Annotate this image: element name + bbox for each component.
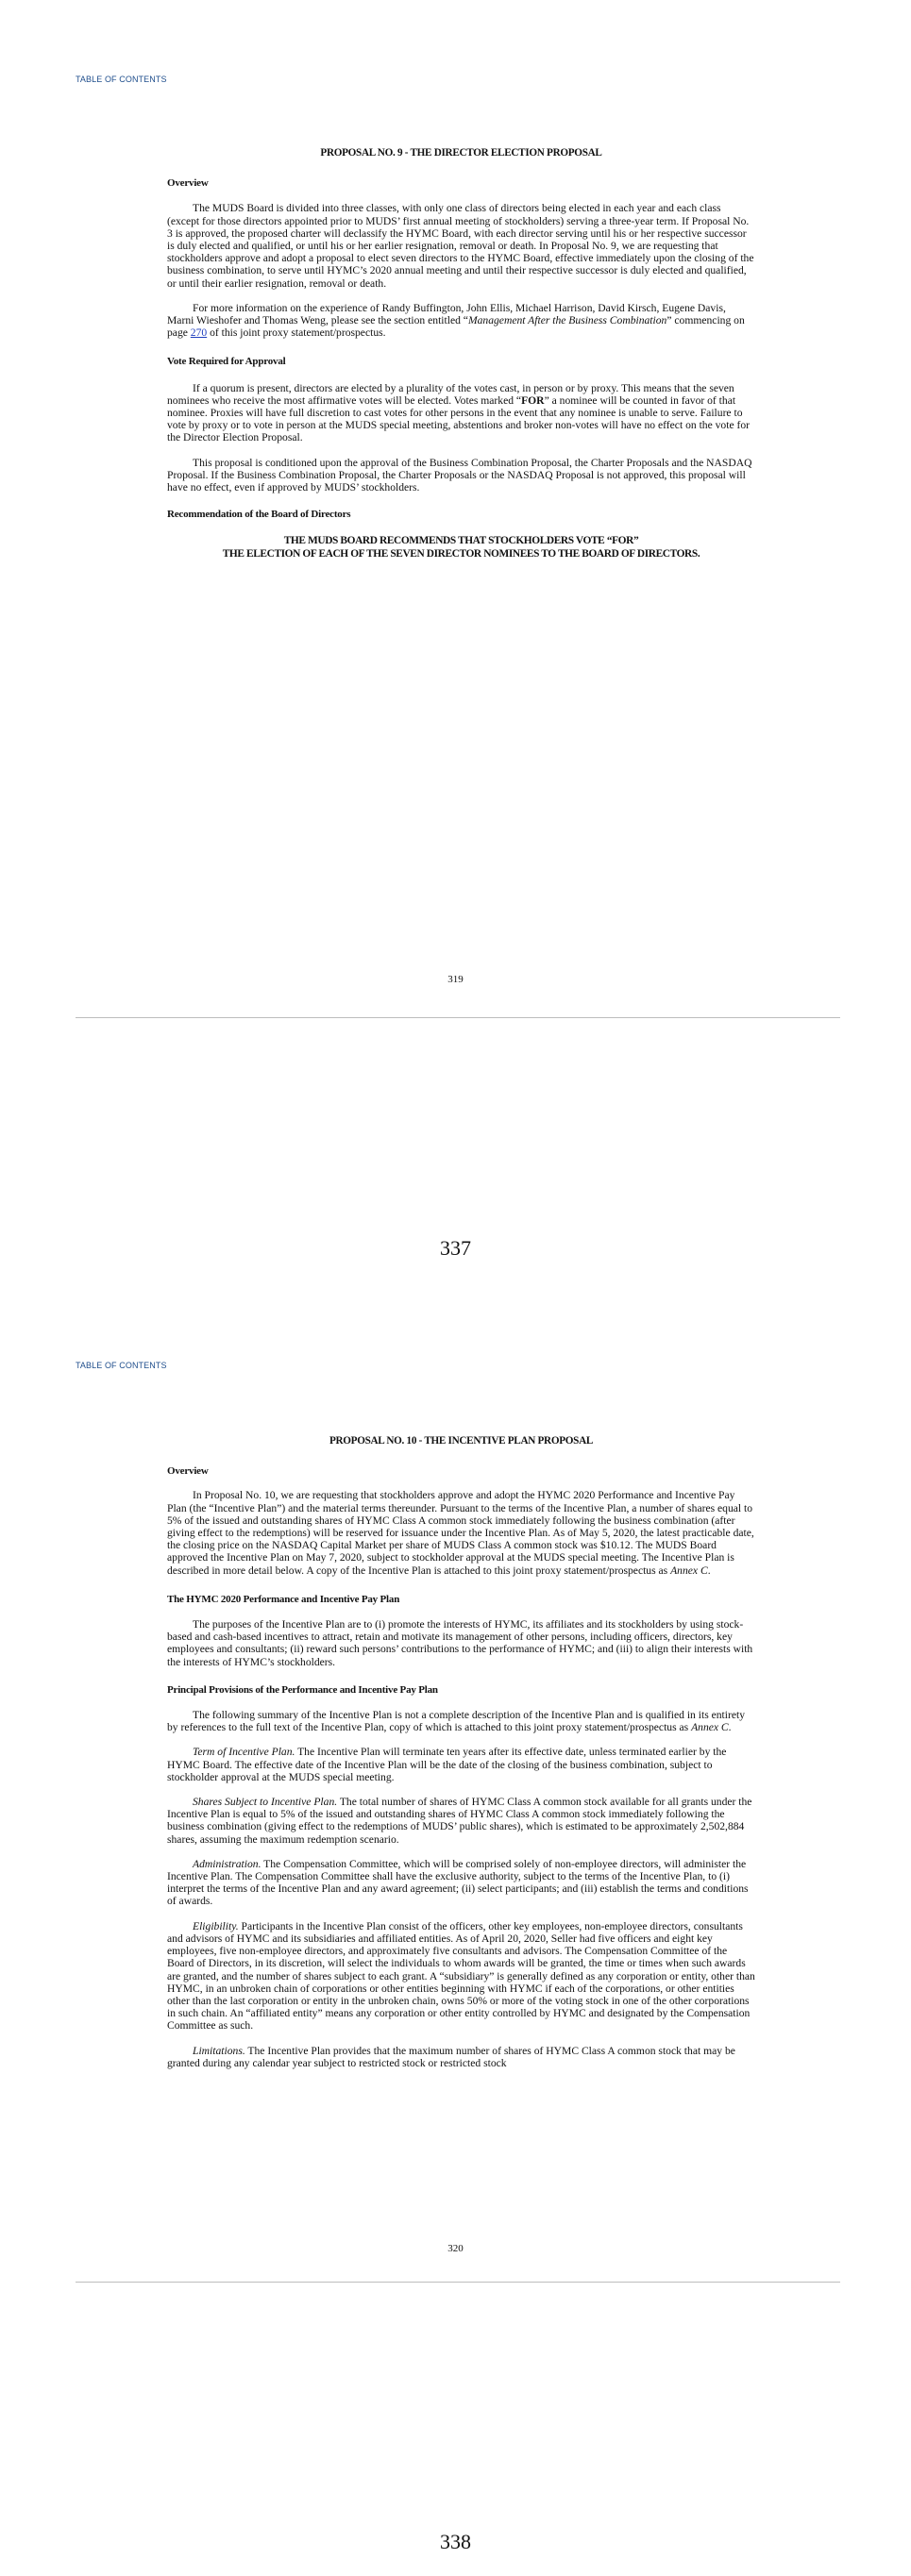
section-reference: Management After the Business Combination — [467, 314, 667, 327]
overview-paragraph-2: For more information on the experience of Randy Buffington, John Ellis, Michael Harrison, David Kirsch, Eugene Davis, Marni Wieshofer and Thomas Weng, please see the section entitled “Management After the Business Combination” commencing on page 270 of this joint proxy statement/prospectus. — [167, 301, 745, 340]
eligibility-paragraph: Eligibility. Participants in the Incentive Plan consist of the officers, other key employees, non-employee directors, consultants and advisors of HYMC and its subsidiaries and affiliated entities. As of April 20, 2020, Seller had five officers and eight key employees, five non-employee directors, and approximately five consultants and advisors. The Compensation Committee of the Board of Directors, in its discretion, will select the individuals to whom awards will be granted, the time or times when such awards are granted, and the number of shares subject to each grant. A “subsidiary” is generally defined as any corporation or entity, other than HYMC, in an unbroken chain of corporations or other entities beginning with HYMC if each of the corporations, or other entities other than the last corporation or entity in the unbroken chain, owns 50% or more of the voting stock in one of the other corporations in such chain. An “affiliated entity” means any corporation or other entity controlled by HYMC and designated by the Compensation Committee as such. — [167, 1919, 755, 2032]
plan-purpose-paragraph: The purposes of the Incentive Plan are to (i) promote the interests of HYMC, its affiliates and its stockholders by using stock-based and cash-based incentives to attract, retain and motivate its management of other persons, including officers, directors, key employees and consultants; (ii) reward such persons’ contributions to the performance of HYMC; and (iii) to align their interests with the interests of HYMC’s stockholders. — [167, 1618, 753, 1668]
table-of-contents-link[interactable]: TABLE OF CONTENTS — [76, 1361, 167, 1370]
limitations-paragraph: Limitations. The Incentive Plan provides that the maximum number of shares of HYMC Class A common stock that may be granted during any calendar year subject to restricted stock or restricted stock — [167, 2044, 735, 2069]
page-title: PROPOSAL NO. 10 - THE INCENTIVE PLAN PROPOSAL — [329, 1435, 594, 1447]
shares-paragraph: Shares Subject to Incentive Plan. The total number of shares of HYMC Class A common stock available for all grants under the Incentive Plan is equal to 5% of the issued and outstanding shares of HYMC Class A common stock immediately following the business combination (giving effect to the redemptions of MUDS’ public shares), which is estimated to be approximately 2,502,884 shares, assuming the maximum redemption scenario. — [167, 1796, 752, 1846]
recommendation-line-1: THE MUDS BOARD RECOMMENDS THAT STOCKHOLDERS VOTE “FOR” — [283, 535, 639, 547]
page-title: PROPOSAL NO. 9 - THE DIRECTOR ELECTION PROPOSAL — [320, 147, 602, 159]
section-heading-provisions: Principal Provisions of the Performance and Incentive Pay Plan — [167, 1683, 438, 1696]
section-heading-overview: Overview — [167, 1465, 209, 1478]
section-heading-overview: Overview — [167, 177, 209, 190]
overview-paragraph: The MUDS Board is divided into three classes, with only one class of directors being elected in each year and each class (except for those directors appointed prior to MUDS’ first annual meeting of stockholders) serving a three-year term. If Proposal No. 3 is approved, the proposed charter will declassify the HYMC Board, with each director serving until his or her respective successor is duly elected and qualified, or until his or her earlier resignation, removal or death. In Proposal No. 9, we are requesting that stockholders approve and adopt a proposal to elect seven directors to the HYMC Board, effective immediately upon the closing of the business combination, to serve until HYMC’s 2020 annual meeting and until their respective successor is duly elected and qualified, or until their earlier resignation, removal or death. — [167, 202, 754, 290]
vote-paragraph-2: This proposal is conditioned upon the approval of the Business Combination Proposal, the Charter Proposals and the NASDAQ Proposal. If the Business Combination Proposal, the Charter Proposals or the NASDAQ Proposal is not approved, this proposal will have no effect, even if approved by MUDS’ stockholders. — [167, 456, 752, 494]
document-page-320 — [0, 1293, 911, 2576]
pdf-page-number: 337 — [440, 1236, 471, 1260]
page-body — [167, 147, 755, 560]
administration-paragraph: Administration. The Compensation Committee, which will be comprised solely of non-employee directors, will administer the Incentive Plan. The Compensation Committee shall have the exclusive authority, subject to the terms of the Incentive Plan, to (i) interpret the terms of the Incentive Plan and any award agreement; (ii) select participants; and (iii) establish the terms and conditions of awards. — [167, 1857, 749, 1908]
section-heading-plan: The HYMC 2020 Performance and Incentive Pay Plan — [167, 1593, 400, 1605]
table-of-contents-link[interactable]: TABLE OF CONTENTS — [76, 75, 167, 84]
page-number: 320 — [447, 2243, 464, 2254]
page-divider — [76, 1017, 840, 1018]
overview-paragraph: In Proposal No. 10, we are requesting that stockholders approve and adopt the HYMC 2020 Performance and Incentive Pay Plan (the “Incentive Plan”) and the material terms thereunder. Pursuant to the terms of the Incentive Plan, a number of shares equal to 5% of the issued and outstanding shares of HYMC Class A common stock immediately following the business combination (after giving effect to the redemptions) will be reserved for issuance under the Incentive Plan. As of May 5, 2020, the latest practicable date, the closing price on the NASDAQ Capital Market per share of MUDS Class A common stock was $10.12. The MUDS Board approved the Incentive Plan on May 7, 2020, subject to stockholder approval at the MUDS special meeting. The Incentive Plan is described in more detail below. A copy of the Incentive Plan is attached to this joint proxy statement/prospectus as Annex C. — [167, 1489, 754, 1577]
page-number: 319 — [447, 974, 464, 985]
vote-paragraph: If a quorum is present, directors are elected by a plurality of the votes cast, in person or by proxy. This means that the seven nominees who receive the most affirmative votes will be elected. Votes marked “FOR” a nominee will be counted in favor of that nominee. Proxies will have full discretion to cast votes for other persons in the event that any nominee is unable to serve. Failure to vote by proxy or to vote in person at the MUDS special meeting, abstentions and broker non-votes will have no effect on the vote for the Director Election Proposal. — [167, 381, 751, 444]
section-heading-vote: Vote Required for Approval — [167, 356, 286, 368]
pdf-page-number: 338 — [440, 2530, 471, 2553]
recommendation-line-2: THE ELECTION OF EACH OF THE SEVEN DIRECTOR NOMINEES TO THE BOARD OF DIRECTORS. — [222, 548, 700, 560]
term-paragraph: Term of Incentive Plan. The Incentive Plan will terminate ten years after its effective date, unless terminated earlier by the HYMC Board. The effective date of the Incentive Plan will be the date of the closing of the business combination, subject to stockholder approval at the MUDS special meeting. — [167, 1746, 727, 1783]
page-divider — [76, 2282, 840, 2283]
section-heading-recommendation: Recommendation of the Board of Directors — [167, 509, 351, 521]
page-reference-link[interactable]: 270 — [190, 326, 208, 340]
page-body — [167, 1435, 755, 2069]
provisions-paragraph: The following summary of the Incentive Plan is not a complete description of the Incentive Plan and is qualified in its entirety by references to the full text of the Incentive Plan, copy of which is attached to this joint proxy statement/prospectus as Annex C. — [167, 1709, 746, 1734]
